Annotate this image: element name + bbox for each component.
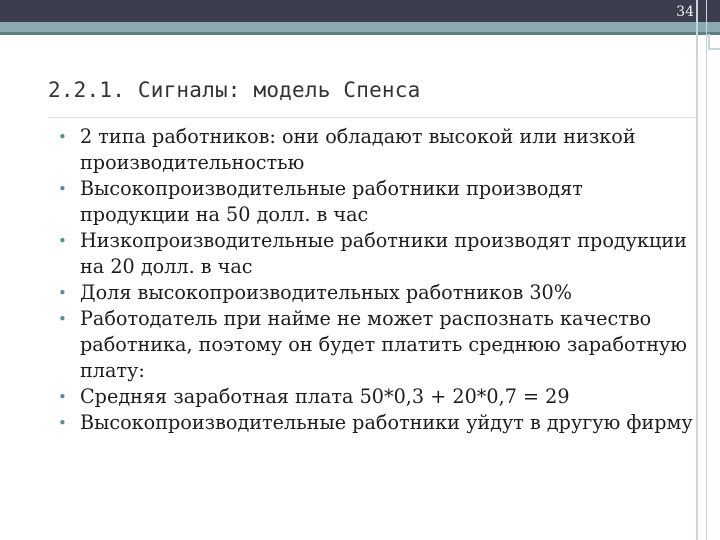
bullet-dot-icon: •	[58, 310, 67, 328]
bullet-item	[56, 280, 696, 306]
bullet-item	[56, 306, 696, 384]
bullet-dot-icon: •	[58, 232, 67, 250]
bullet-item	[56, 124, 696, 176]
bullet-text: Высокопроизводительные работники производят продукции на 50 долл. в час	[80, 177, 583, 226]
header-stripe	[0, 22, 720, 32]
bullet-dot-icon: •	[58, 180, 67, 198]
bullet-text: Средняя заработная плата 50*0,3 + 20*0,7 = 29	[80, 385, 570, 408]
bullet-dot-icon: •	[58, 284, 67, 302]
slide-number: 34	[676, 4, 694, 20]
bullet-text: Работодатель при найме не может распознать качество работника, поэтому он будет платить среднюю заработную плату:	[80, 307, 687, 382]
bullet-text: Высокопроизводительные работники уйдут в другую фирму	[80, 411, 693, 434]
bullet-dot-icon: •	[58, 128, 67, 146]
bullet-list	[56, 124, 696, 436]
header-stripe-edge	[0, 32, 720, 35]
bullet-dot-icon: •	[58, 388, 67, 406]
right-border-line	[696, 0, 698, 540]
header-bar	[0, 0, 720, 22]
corner-decoration	[708, 34, 720, 50]
bullet-item	[56, 410, 696, 436]
bullet-text: 2 типа работников: они обладают высокой или низкой производительностью	[80, 125, 636, 174]
bullet-text: Низкопроизводительные работники производят продукции на 20 долл. в час	[80, 229, 687, 278]
title-divider	[48, 117, 696, 118]
bullet-text: Доля высокопроизводительных работников 30%	[80, 281, 572, 304]
bullet-item	[56, 384, 696, 410]
bullet-item	[56, 228, 696, 280]
bullet-item	[56, 176, 696, 228]
slide-title: 2.2.1. Сигналы: модель Спенса	[48, 78, 421, 102]
bullet-dot-icon: •	[58, 414, 67, 432]
right-border-line-inner	[706, 0, 707, 540]
